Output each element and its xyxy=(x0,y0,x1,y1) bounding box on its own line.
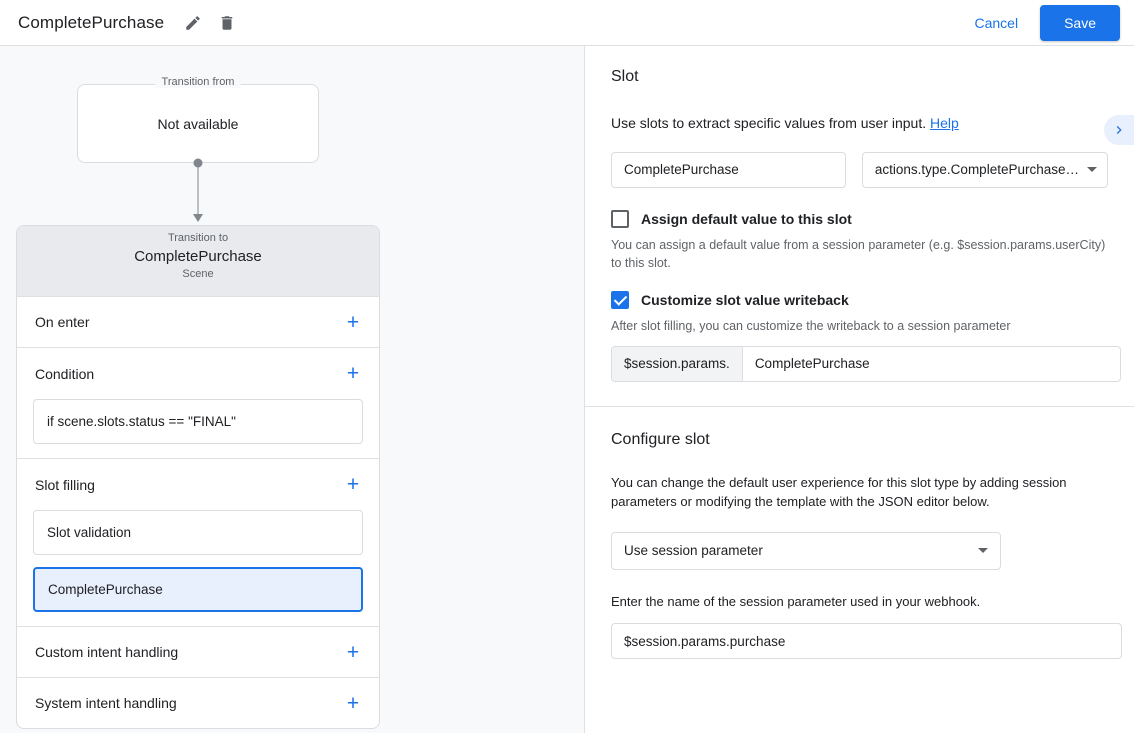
add-slot-filling-icon[interactable]: + xyxy=(346,473,360,496)
section-custom-intent-label: Custom intent handling xyxy=(35,644,179,660)
section-system-intent-label: System intent handling xyxy=(35,695,177,711)
slot-item-completepurchase[interactable]: CompletePurchase xyxy=(33,567,363,612)
session-parameter-mode-value: Use session parameter xyxy=(624,543,763,559)
edit-button[interactable] xyxy=(178,8,208,38)
flow-graph xyxy=(16,70,380,729)
configure-slot-title: Configure slot xyxy=(611,430,710,448)
slot-description xyxy=(611,114,1108,134)
assign-default-row[interactable] xyxy=(611,210,1108,228)
section-condition-label: Condition xyxy=(35,365,95,382)
assign-default-helper: You can assign a default value from a session parameter (e.g. $session.params.userCity) to this slot. xyxy=(611,237,1106,271)
connector-arrow-icon xyxy=(193,214,203,222)
customize-writeback-label: Customize slot value writeback xyxy=(641,292,849,309)
section-slot-filling-label: Slot filling xyxy=(35,476,95,493)
page-title: CompletePurchase xyxy=(18,12,165,32)
slot-fields-row xyxy=(611,152,1108,188)
flow-connector xyxy=(77,163,319,225)
session-parameter-input[interactable]: $session.params.purchase xyxy=(611,623,1122,659)
section-custom-intent-handling[interactable] xyxy=(17,626,379,677)
section-slot-filling xyxy=(17,458,379,626)
scene-flow-panel xyxy=(0,46,585,733)
add-custom-intent-icon[interactable]: + xyxy=(346,640,360,664)
slot-type-value: actions.type.CompletePurchase… xyxy=(874,162,1079,178)
expand-panel-button[interactable] xyxy=(1104,115,1134,145)
slot-details-panel xyxy=(585,46,1134,733)
customize-writeback-helper: After slot filling, you can customize the writeback to a session parameter xyxy=(611,319,1011,334)
session-parameter-helper: Enter the name of the session parameter used in your webhook. xyxy=(611,593,981,609)
writeback-param-input[interactable]: CompletePurchase xyxy=(754,356,870,372)
add-condition-icon[interactable]: + xyxy=(346,362,360,385)
add-on-enter-icon[interactable]: + xyxy=(346,310,360,334)
configure-slot-description: You can change the default user experience for this slot type by adding session parameters or modifying the template with the JSON editor below. xyxy=(611,474,1067,510)
transition-from-card[interactable] xyxy=(77,76,319,163)
session-parameter-mode-select[interactable] xyxy=(611,532,1001,570)
chevron-down-icon xyxy=(1087,167,1097,172)
transition-from-value: Not available xyxy=(157,115,239,132)
customize-writeback-checkbox[interactable] xyxy=(611,291,629,309)
writeback-param-prefix: $session.params. xyxy=(612,347,743,381)
slot-type-select[interactable] xyxy=(862,152,1108,188)
section-condition xyxy=(17,347,379,458)
top-bar xyxy=(0,0,1134,46)
connector-line xyxy=(198,163,199,219)
section-on-enter-label: On enter xyxy=(35,314,90,330)
chevron-down-icon xyxy=(978,548,988,553)
delete-button[interactable] xyxy=(212,8,242,38)
configure-slot-section xyxy=(585,407,1134,660)
customize-writeback-row[interactable] xyxy=(611,291,1108,309)
slot-section-title: Slot xyxy=(611,68,639,85)
assign-default-checkbox[interactable] xyxy=(611,210,629,228)
transition-to-eyebrow: Transition to xyxy=(162,232,234,244)
scene-type-label: Scene xyxy=(182,268,214,280)
pencil-icon xyxy=(184,14,202,32)
save-button[interactable]: Save xyxy=(1040,5,1120,41)
slot-section xyxy=(585,46,1134,382)
scene-name: CompletePurchase xyxy=(134,248,262,265)
chevron-right-icon xyxy=(1111,122,1127,138)
transition-from-eyebrow: Transition from xyxy=(156,76,241,88)
condition-item[interactable]: if scene.slots.status == "FINAL" xyxy=(33,399,363,444)
help-link[interactable]: Help xyxy=(930,115,959,131)
section-system-intent-handling[interactable] xyxy=(17,677,379,728)
slot-description-text: Use slots to extract specific values from user input. xyxy=(611,115,927,131)
scene-header[interactable] xyxy=(17,226,379,296)
slot-name-input[interactable]: CompletePurchase xyxy=(611,152,846,188)
writeback-param-field[interactable] xyxy=(611,346,1121,382)
section-slot-filling-header[interactable] xyxy=(17,459,379,510)
scene-card xyxy=(16,225,380,729)
section-on-enter[interactable] xyxy=(17,296,379,347)
assign-default-label: Assign default value to this slot xyxy=(641,210,852,227)
add-system-intent-icon[interactable]: + xyxy=(346,691,360,715)
slot-validation-item[interactable]: Slot validation xyxy=(33,510,363,555)
section-condition-header[interactable] xyxy=(17,348,379,399)
cancel-button[interactable]: Cancel xyxy=(960,7,1032,39)
trash-icon xyxy=(218,14,236,32)
main-body xyxy=(0,46,1134,733)
